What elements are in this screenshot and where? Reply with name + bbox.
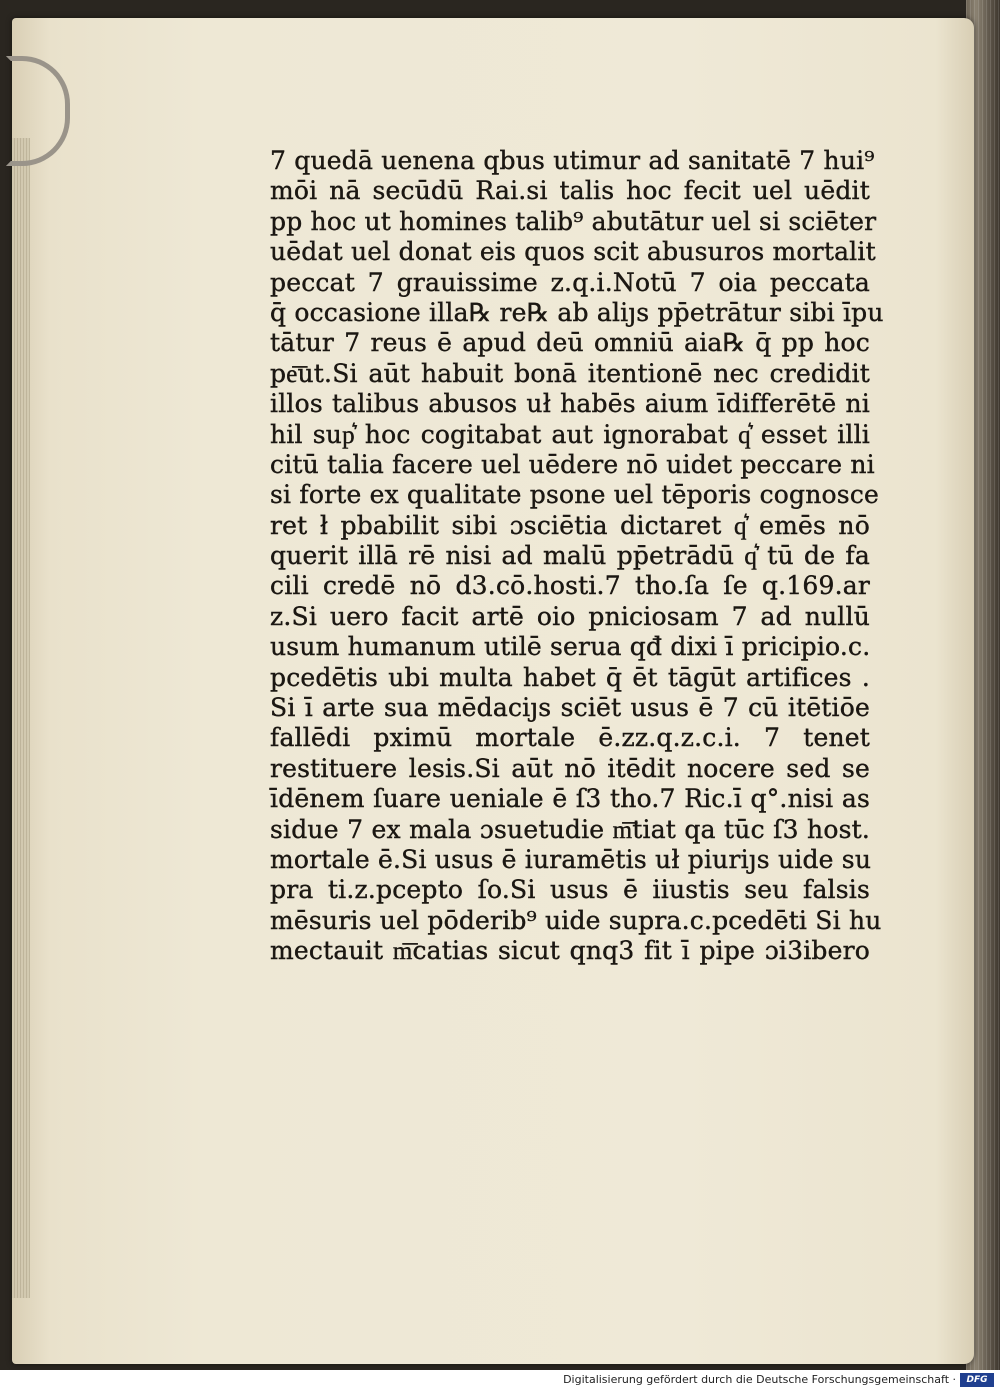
text-line: q̄ occasione illa℞ re℞ ab aliȷs pp̄etrātur sibi īpu <box>270 297 884 327</box>
text-line: restituere lesis.Si aūt nō itēdit nocere sed se <box>270 753 870 783</box>
text-line: mectauit m͞catias sicut qnq3 fit ī pipe ɔi3ibero <box>270 936 870 966</box>
footer-bar <box>0 1370 1000 1391</box>
text-line: fallēdi pximū mortale ē.zz.q.z.c.i. 7 tenet <box>270 723 870 753</box>
text-line: si forte ex qualitate psone uel tēporis cognosce <box>270 480 880 510</box>
dfg-logo: DFG <box>960 1373 994 1387</box>
text-line: pra ti.z.pcepto ſo.Si usus ē iiustis seu falsis <box>270 875 870 905</box>
text-line: uēdat uel donat eis quos scit abusuros mortalit <box>270 237 876 267</box>
text-line: citū talia facere uel uēdere nō uidet peccare ni <box>270 449 875 479</box>
text-line: z.Si uero facit artē oio pniciosam 7 ad nullū <box>270 601 870 631</box>
text-line: peccat 7 grauissime z.q.i.Notū 7 oia peccata <box>270 267 870 297</box>
text-line: mōi nā secūdū Rai.si talis hoc fecit uel uēdit <box>270 176 870 206</box>
text-line: tātur 7 reus ē apud deū omniū aia℞ q̄ pp hoc <box>270 328 870 358</box>
footer-credit: Digitalisierung gefördert durch die Deutsche Forschungsgemeinschaft · <box>563 1373 956 1386</box>
text-line: mortale ē.Si usus ē iuramētis uł piuriȷs uide su <box>270 844 872 874</box>
text-block <box>270 146 884 967</box>
text-line: pe͞ut.Si aūt habuit bonā itentionē nec credidit <box>270 358 870 388</box>
text-line: sidue 7 ex mala ɔsuetudie m͞tiat qa tūc ſ3 host. <box>270 814 870 844</box>
text-line: 7 quedā uenena qbus utimur ad sanitatē 7 hui⁹ <box>270 146 875 175</box>
text-line: pp hoc ut homines talib⁹ abutātur uel si sciēter <box>270 206 877 236</box>
book-page <box>12 18 974 1364</box>
text-line: querit illā rē nisi ad malū pp̄etrādū q͛ tū de fa <box>270 541 870 571</box>
text-line: usum humanum utilē serua qđ dixi ī pricipio.c. <box>270 632 871 662</box>
text-line: mēsuris uel pōderib⁹ uide supra.c.pcedēti Si hu <box>270 905 882 935</box>
text-line: īdēnem ſuare ueniale ē ſ3 tho.7 Ric.ī q°.nisi as <box>270 784 870 814</box>
clip-ring <box>6 56 70 166</box>
text-line: cili credē nō d3.cō.hosti.7 tho.ſa ſe q.169.ar <box>270 571 870 601</box>
text-line: illos talibus abusos uł habēs aium īdifferētē ni <box>270 389 870 419</box>
text-line: Si ī arte sua mēdaciȷs sciēt usus ē 7 cū itētiōe <box>270 693 870 723</box>
text-line: hil sup͛ hoc cogitabat aut ignorabat q͛ esset illi <box>270 419 870 449</box>
page-stack-edge <box>12 138 30 1298</box>
text-line: pcedētis ubi multa habet q̄ ēt tāgūt artifices . <box>270 662 870 692</box>
text-line: ret ł pbabilit sibi ɔsciētia dictaret q͛ emēs nō <box>270 510 870 540</box>
